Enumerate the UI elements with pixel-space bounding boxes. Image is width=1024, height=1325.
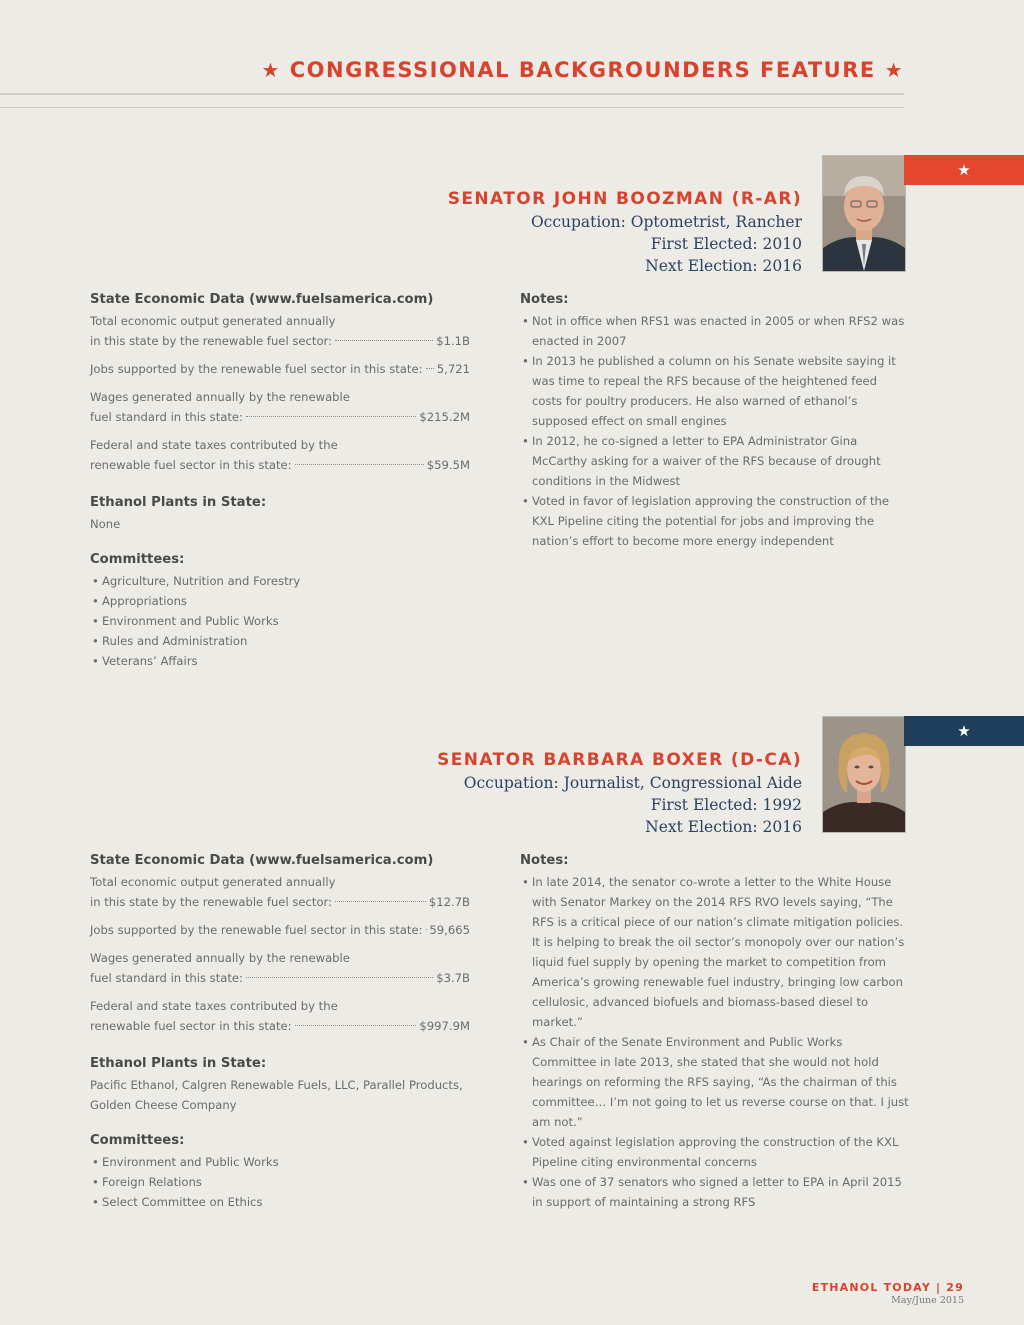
note-item: • In 2012, he co-signed a letter to EPA Administrator Gina McCarthy asking for a waiver of the RFS because of drought conditions in the Midwest — [520, 431, 910, 491]
econ-label-line1: Federal and state taxes contributed by the — [90, 999, 338, 1013]
econ-label-line1: Wages generated annually by the renewable — [90, 390, 350, 404]
econ-label: in this state by the renewable fuel sector: — [90, 334, 333, 348]
econ-value: $1.1B — [436, 334, 470, 348]
econ-label: renewable fuel sector in this state: — [90, 458, 292, 472]
econ-label: Jobs supported by the renewable fuel sector in this state: — [90, 362, 423, 376]
econ-value: $59.5M — [426, 458, 470, 472]
star-icon: ★ — [261, 58, 281, 82]
econ-value: $997.9M — [419, 1019, 470, 1033]
note-item: • Not in office when RFS1 was enacted in 2005 or when RFS2 was enacted in 2007 — [520, 311, 910, 351]
plants-title: Ethanol Plants in State: — [90, 1056, 267, 1071]
econ-label-line1: Wages generated annually by the renewable — [90, 951, 350, 965]
note-item: • As Chair of the Senate Environment and Public Works Committee in late 2013, she stated that she would not hold hearings on reforming the RFS saying, “As the chairman of this committee… I’m not going to let us reverse course on that. I just am not.” — [520, 1032, 910, 1132]
notes-list — [520, 311, 910, 551]
note-item: • In late 2014, the senator co-wrote a letter to the White House with Senator Markey on the 2014 RFS RVO levels saying, “The RFS is a critical piece of our nation’s climate mitigation policies. It is helping to break the oil sector’s monopoly over our nation’s liquid fuel supply by opening the market to competition from America’s growing renewable fuel industry, bringing low carbon cellulosic, advanced biofuels and biomass-based diesel to market.” — [520, 872, 910, 1032]
senator-name: SENATOR BARBARA BOXER (D-CA) — [437, 750, 802, 770]
next-election: Next Election: 2016 — [645, 818, 802, 836]
star-icon: ★ — [957, 161, 971, 179]
econ-item — [90, 387, 470, 427]
committees-list — [90, 1152, 470, 1212]
plants-list: None — [90, 517, 121, 531]
left-column — [90, 292, 470, 671]
committee-item: • Select Committee on Ethics — [90, 1192, 470, 1212]
header-rule-thin — [0, 107, 904, 108]
portrait-image — [823, 717, 905, 832]
note-item: • Was one of 37 senators who signed a letter to EPA in April 2015 in support of maintaining a strong RFS — [520, 1172, 910, 1212]
footer-date: May/June 2015 — [891, 1295, 964, 1306]
plants-list: Pacific Ethanol, Calgren Renewable Fuels, LLC, Parallel Products, Golden Cheese Company — [90, 1078, 463, 1112]
committees-title: Committees: — [90, 1133, 185, 1148]
notes-list — [520, 872, 910, 1212]
notes-column — [520, 853, 910, 1212]
flag-banner — [904, 716, 1024, 746]
note-item: • In 2013 he published a column on his Senate website saying it was time to repeal the RFS because of the heightened feed costs for poultry producers. He also warned of ethanol’s supposed effect on small engines — [520, 351, 910, 431]
econ-label: fuel standard in this state: — [90, 971, 243, 985]
econ-label-line1: Total economic output generated annually — [90, 314, 336, 328]
left-column — [90, 853, 470, 1212]
econ-item — [90, 359, 470, 379]
econ-label-line1: Total economic output generated annually — [90, 875, 336, 889]
notes-title: Notes: — [520, 853, 569, 868]
econ-label: fuel standard in this state: — [90, 410, 243, 424]
econ-item — [90, 311, 470, 351]
portrait-image — [823, 156, 905, 271]
econ-label: in this state by the renewable fuel sector: — [90, 895, 333, 909]
plants-title: Ethanol Plants in State: — [90, 495, 267, 510]
committees-title: Committees: — [90, 552, 185, 567]
committee-item: • Foreign Relations — [90, 1172, 470, 1192]
committee-item: • Rules and Administration — [90, 631, 470, 651]
feature-title: CONGRESSIONAL BACKGROUNDERS FEATURE — [289, 58, 876, 82]
first-elected: First Elected: 2010 — [650, 235, 802, 253]
econ-value: $12.7B — [428, 895, 470, 909]
committees-list — [90, 571, 470, 671]
committee-item: • Environment and Public Works — [90, 611, 470, 631]
committee-item: • Appropriations — [90, 591, 470, 611]
econ-label-line1: Federal and state taxes contributed by the — [90, 438, 338, 452]
notes-title: Notes: — [520, 292, 569, 307]
flag-banner — [904, 155, 1024, 185]
senator-name: SENATOR JOHN BOOZMAN (R-AR) — [447, 189, 802, 209]
econ-label: Jobs supported by the renewable fuel sector in this state: — [90, 923, 423, 937]
next-election: Next Election: 2016 — [645, 257, 802, 275]
econ-title: State Economic Data (www.fuelsamerica.com) — [90, 292, 434, 307]
econ-value: $215.2M — [419, 410, 470, 424]
occupation: Occupation: Optometrist, Rancher — [530, 213, 802, 231]
senator-photo — [822, 155, 906, 272]
occupation: Occupation: Journalist, Congressional Aide — [463, 774, 802, 792]
econ-label: renewable fuel sector in this state: — [90, 1019, 292, 1033]
header-rule — [0, 93, 904, 95]
feature-header — [0, 58, 904, 82]
committee-item: • Veterans’ Affairs — [90, 651, 470, 671]
econ-item — [90, 920, 470, 940]
econ-item — [90, 948, 470, 988]
econ-value: $3.7B — [436, 971, 470, 985]
note-item: • Voted against legislation approving the construction of the KXL Pipeline citing environmental concerns — [520, 1132, 910, 1172]
star-icon: ★ — [957, 722, 971, 740]
econ-item — [90, 872, 470, 912]
econ-item — [90, 435, 470, 475]
econ-value: 5,721 — [436, 362, 470, 376]
committee-item: • Agriculture, Nutrition and Forestry — [90, 571, 470, 591]
committee-item: • Environment and Public Works — [90, 1152, 470, 1172]
senator-photo — [822, 716, 906, 833]
econ-item — [90, 996, 470, 1036]
econ-title: State Economic Data (www.fuelsamerica.com) — [90, 853, 434, 868]
first-elected: First Elected: 1992 — [650, 796, 802, 814]
note-item: • Voted in favor of legislation approving the construction of the KXL Pipeline citing the potential for jobs and improving the nation’s effort to become more energy independent — [520, 491, 910, 551]
notes-column — [520, 292, 910, 551]
star-icon: ★ — [884, 58, 904, 82]
footer-publication: ETHANOL TODAY | 29 — [811, 1281, 964, 1294]
econ-value: 59,665 — [429, 923, 470, 937]
